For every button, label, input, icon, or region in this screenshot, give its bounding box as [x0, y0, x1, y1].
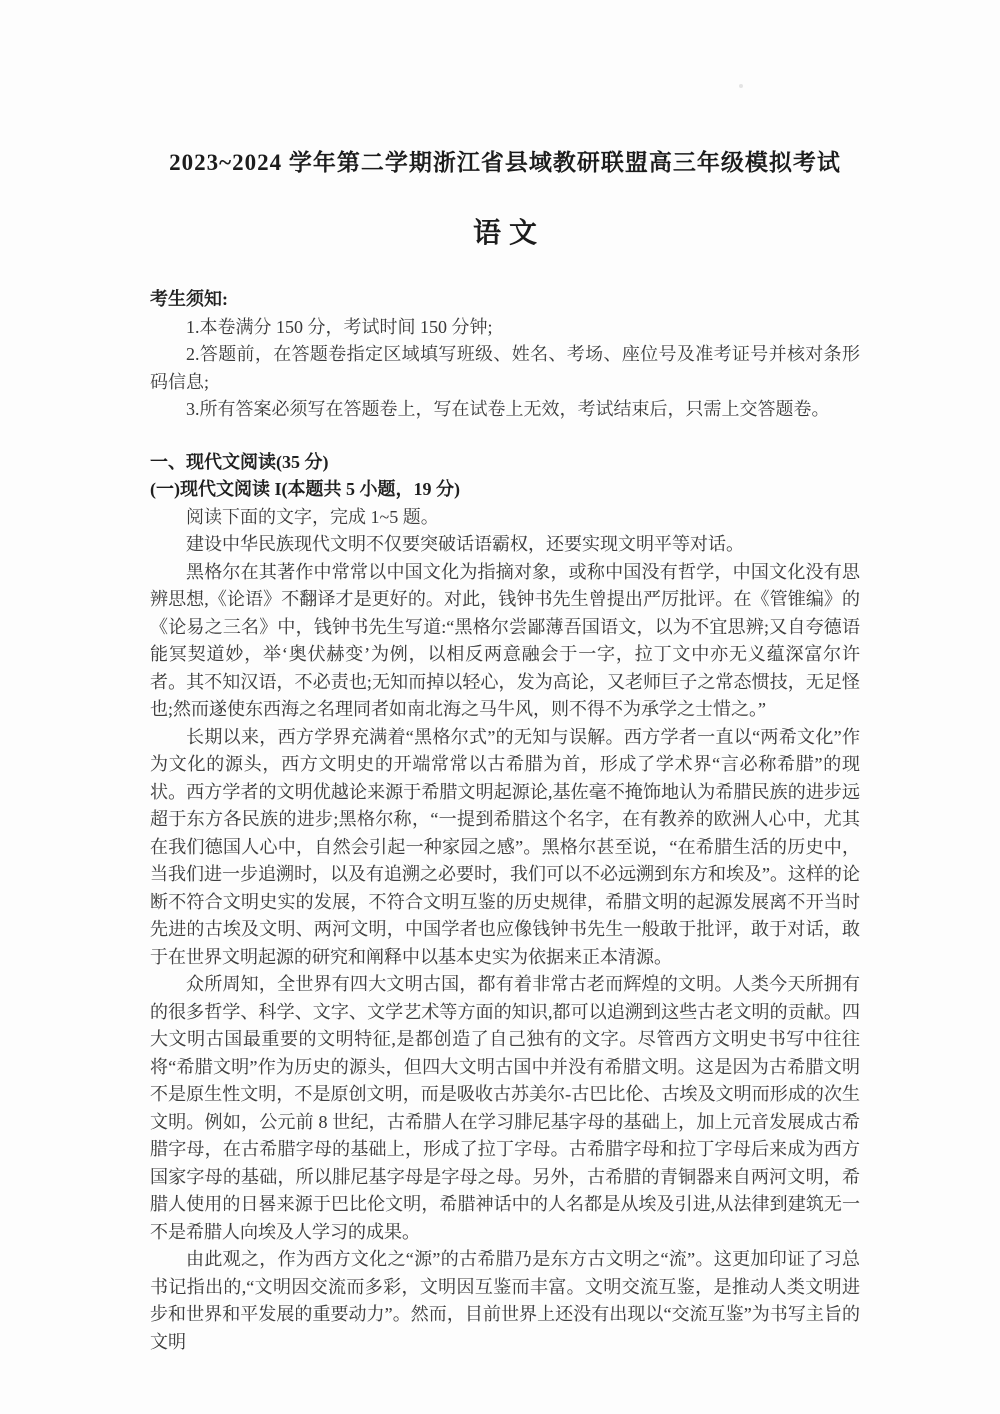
passage-paragraph-3: 长期以来，西方学界充满着“黑格尔式”的无知与误解。西方学者一直以“两希文化”作为文化的源头，西方文明史的开端常常以古希腊为首，形成了学术界“言必称希腊”的现状。西方学者的文明优越论来源于希腊文明起源论,基佐毫不掩饰地认为希腊民族的进步远超于东方各民族的进步;黑格尔称，“一提到希腊这个名字，在有教养的欧洲人心中，尤其在我们德国人心中，自然会引起一种家园之感”。黑格尔甚至说，“在希腊生活的历史中，当我们进一步追溯时，以及有追溯之必要时，我们可以不必远溯到东方和埃及”。这样的论断不符合文明史实的发展，不符合文明互鉴的历史规律，希腊文明的起源发展离不开当时先进的古埃及文明、两河文明，中国学者也应像钱钟书先生一般敢于批评，敢于对话，敢于在世界文明起源的研究和阐释中以基本史实为依据来正本清源。 — [150, 726, 860, 967]
reading-section — [150, 449, 860, 1357]
reading-instruction: 阅读下面的文字，完成 1~5 题。 — [186, 506, 439, 527]
exam-title: 2023~2024 学年第二学期浙江省县域教研联盟高三年级模拟考试 — [169, 150, 841, 175]
notice-item-1: 1.本卷满分 150 分，考试时间 150 分钟; — [186, 316, 493, 337]
candidate-notice-section — [150, 286, 860, 424]
notice-item-3: 3.所有答案必须写在答题卷上，写在试卷上无效，考试结束后，只需上交答题卷。 — [186, 399, 830, 419]
section-heading: 一、现代文阅读(35 分) — [150, 451, 329, 472]
passage-paragraph-4: 众所周知，全世界有四大文明古国，都有着非常古老而辉煌的文明。人类今天所拥有的很多哲学、科学、文字、文学艺术等方面的知识,都可以追溯到这些古老文明的贡献。四大文明古国最重要的文明特征,是都创造了自己独有的文字。尽管西方文明史书写中往往将“希腊文明”作为历史的源头，但四大文明古国中并没有希腊文明。这是因为古希腊文明不是原生性文明，不是原创文明，而是吸收古苏美尔-古巴比伦、古埃及文明而形成的次生文明。例如，公元前 8 世纪，古希腊人在学习腓尼基字母的基础上，加上元音发展成古希腊字母，在古希腊字母的基础上，形成了拉丁字母。古希腊字母和拉丁字母后来成为西方国家字母的基础，所以腓尼基字母是字母之母。另外，古希腊的青铜器来自两河文明，希腊人使用的日晷来源于巴比伦文明，希腊神话中的人名都是从埃及引进,从法律到建筑无一不是希腊人向埃及人学习的成果。 — [150, 974, 860, 1242]
section-subheading: (一)现代文阅读 I(本题共 5 小题，19 分) — [150, 479, 460, 499]
notice-item-2: 2.答题前，在答题卷指定区域填写班级、姓名、考场、座位号及准考证号并核对条形码信息; — [150, 344, 860, 392]
exam-subject: 语文 — [472, 218, 545, 249]
reading-passage — [150, 531, 860, 1356]
passage-paragraph-1: 建设中华民族现代文明不仅要突破话语霸权，还要实现文明平等对话。 — [186, 534, 744, 554]
passage-paragraph-2: 黑格尔在其著作中常常以中国文化为指摘对象，或称中国没有哲学，中国文化没有思辨思想,《论语》不翻译才是更好的。对此，钱钟书先生曾提出严厉批评。在《管锥编》的《论易之三名》中，钱钟书先生写道:“黑格尔尝鄙薄吾国语文，以为不宜思辨;又自夸德语能冥契道妙，举‘奥伏赫变’为例，以相反两意融会于一字，拉丁文中亦无义蕴深富尔许者。其不知汉语，不必责也;无知而掉以轻心，发为高论，又老师巨子之常态惯技，无足怪也;然而遂使东西海之名理同者如南北海之马牛风，则不得不为承学之士惜之。” — [150, 561, 860, 719]
scan-artifact-dot — [739, 84, 743, 88]
notice-label: 考生须知: — [150, 289, 228, 309]
passage-paragraph-5: 由此观之，作为西方文化之“源”的古希腊乃是东方古文明之“流”。这更加印证了习总书记指出的,“文明因交流而多彩，文明因互鉴而丰富。文明交流互鉴，是推动人类文明进步和世界和平发展的重要动力”。然而，目前世界上还没有出现以“交流互鉴”为书写主旨的文明 — [150, 1249, 860, 1352]
